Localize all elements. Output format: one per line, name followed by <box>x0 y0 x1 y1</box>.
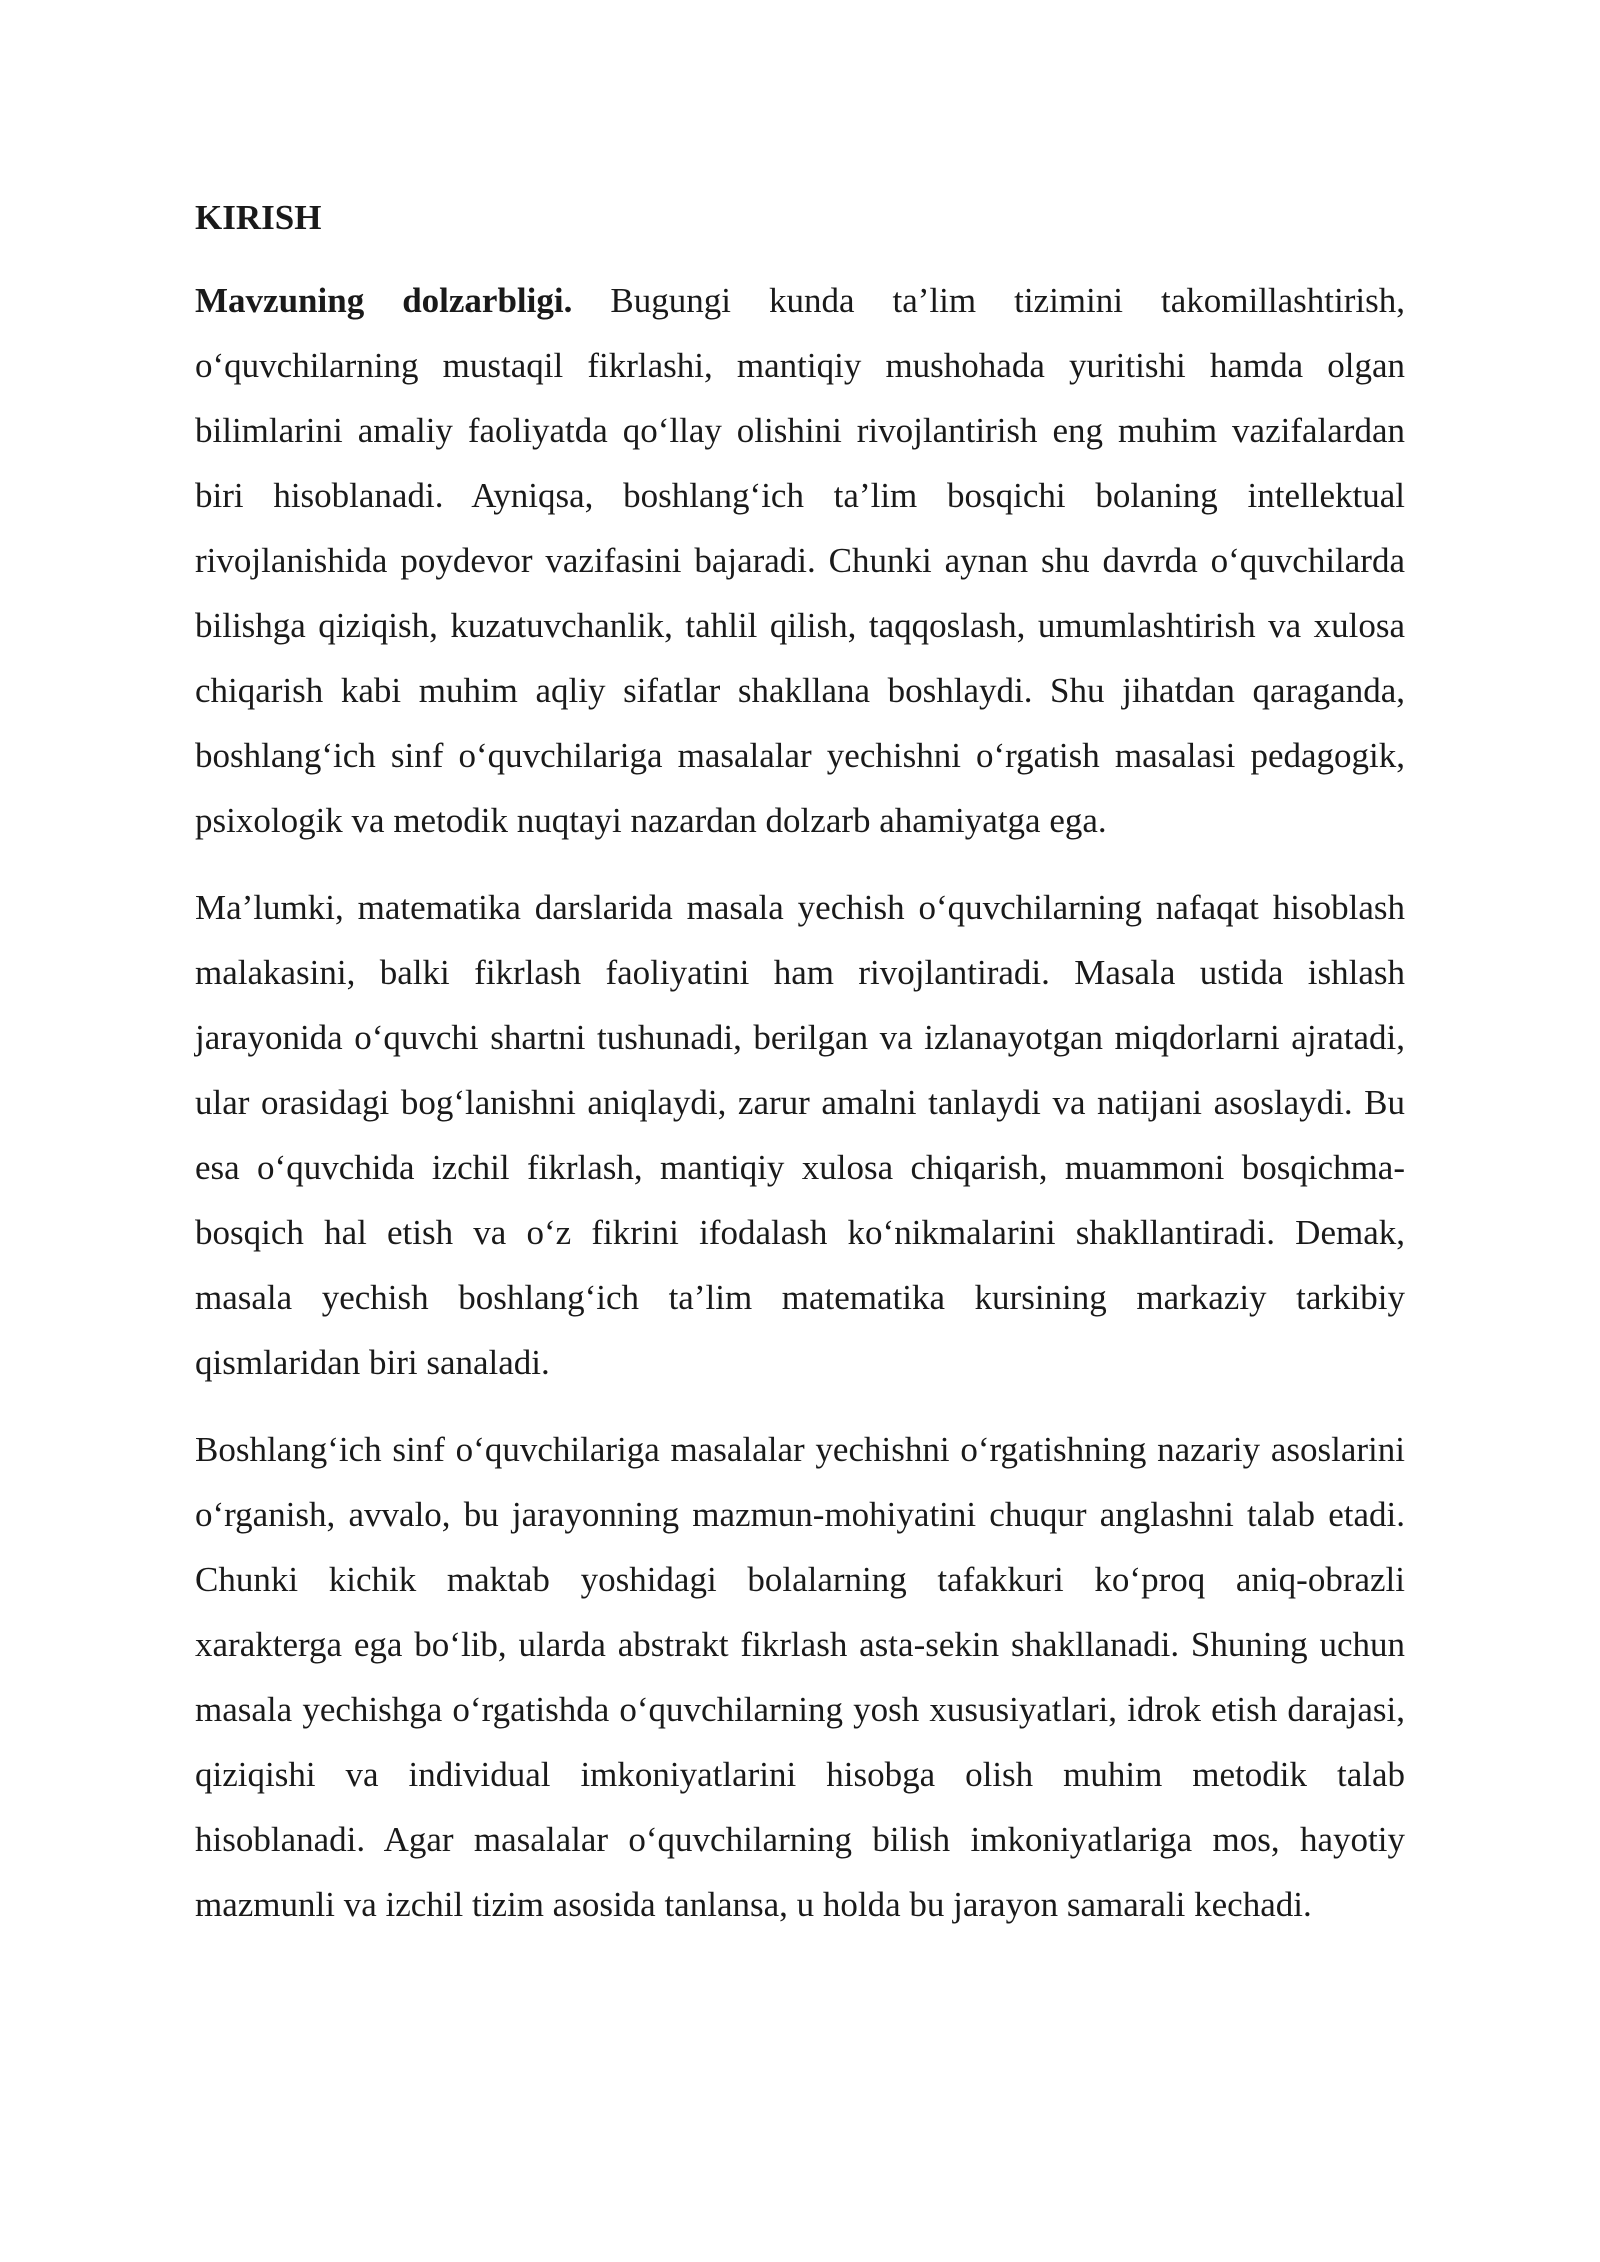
paragraph-text: Boshlang‘ich sinf o‘quvchilariga masalalar yechishni o‘rgatishning nazariy asoslarini o‘rganish, avvalo, bu jarayonning mazmun-mohiyatini chuqur anglashni talab etadi. Chunki kichik maktab yoshidagi bolalarning tafakkuri ko‘proq aniq-obrazli xarakterga ega bo‘lib, ularda abstrakt fikrlash asta-sekin shakllanadi. Shuning uchun masala yechishga o‘rgatishda o‘quvchilarning yosh xususiyatlari, idrok etish darajasi, qiziqishi va individual imkoniyatlarini hisobga olish muhim metodik talab hisoblanadi. Agar masalalar o‘quvchilarning bilish imkoniyatlariga mos, hayotiy mazmunli va izchil tizim asosida tanlansa, u holda bu jarayon samarali kechadi. <box>195 1430 1405 1924</box>
paragraph-theory <box>195 1417 1405 1937</box>
paragraph-relevance <box>195 268 1405 853</box>
paragraph-text: Bugungi kunda ta’lim tizimini takomillashtirish, o‘quvchilarning mustaqil fikrlashi, mantiqiy mushohada yuritishi hamda olgan bilimlarini amaliy faoliyatda qo‘llay olishini rivojlantirish eng muhim vazifalardan biri hisoblanadi. Ayniqsa, boshlang‘ich ta’lim bosqichi bolaning intellektual rivojlanishida poydevor vazifasini bajaradi. Chunki aynan shu davrda o‘quvchilarda bilishga qiziqish, kuzatuvchanlik, tahlil qilish, taqqoslash, umumlashtirish va xulosa chiqarish kabi muhim aqliy sifatlar shakllana boshlaydi. Shu jihatdan qaraganda, boshlang‘ich sinf o‘quvchilariga masalalar yechishni o‘rgatish masalasi pedagogik, psixologik va metodik nuqtayi nazardan dolzarb ahamiyatga ega. <box>195 281 1406 840</box>
paragraph-text: Ma’lumki, matematika darslarida masala yechish o‘quvchilarning nafaqat hisoblash malakasini, balki fikrlash faoliyatini ham rivojlantiradi. Masala ustida ishlash jarayonida o‘quvchi shartni tushunadi, berilgan va izlanayotgan miqdorlarni ajratadi, ular orasidagi bog‘lanishni aniqlaydi, zarur amalni tanlaydi va natijani asoslaydi. Bu esa o‘quvchida izchil fikrlash, mantiqiy xulosa chiqarish, muammoni bosqichma-bosqich hal etish va o‘z fikrini ifodalash ko‘nikmalarini shakllantiradi. Demak, masala yechish boshlang‘ich ta’lim matematika kursining markaziy tarkibiy qismlaridan biri sanaladi. <box>195 888 1405 1382</box>
section-heading: KIRISH <box>195 198 322 237</box>
paragraph-lead: Mavzuning dolzarbligi. <box>195 281 573 320</box>
paragraph-math-lessons <box>195 875 1405 1395</box>
document-body <box>195 190 1405 1959</box>
